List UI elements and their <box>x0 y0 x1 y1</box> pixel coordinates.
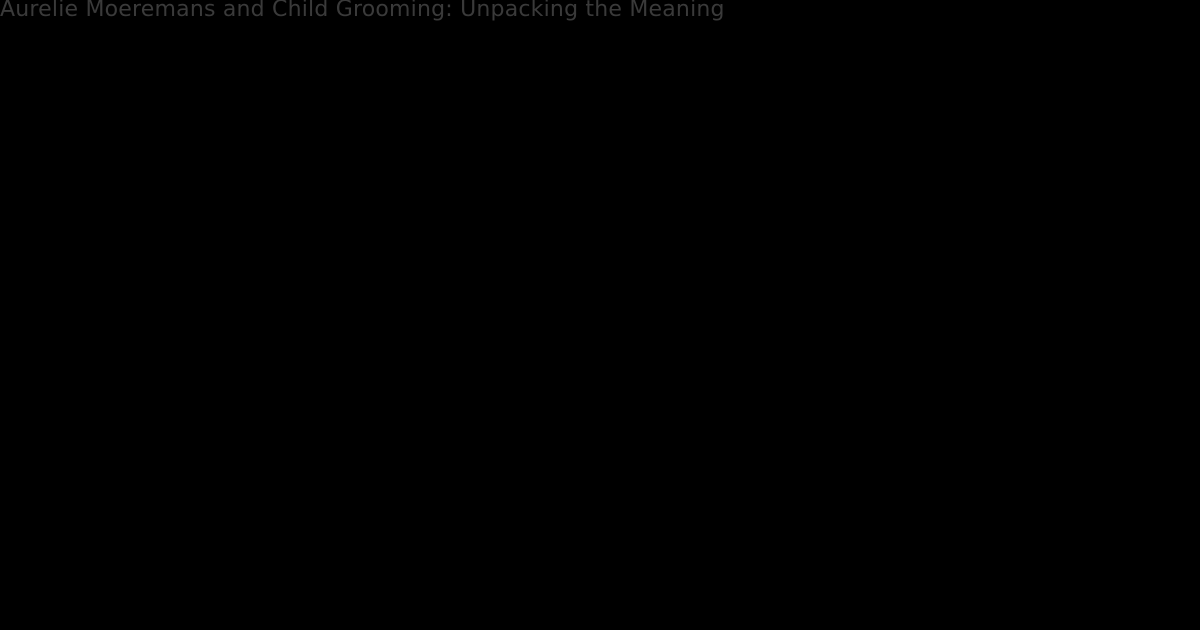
page-title: Aurelie Moeremans and Child Grooming: Unpacking the Meaning <box>0 0 725 22</box>
